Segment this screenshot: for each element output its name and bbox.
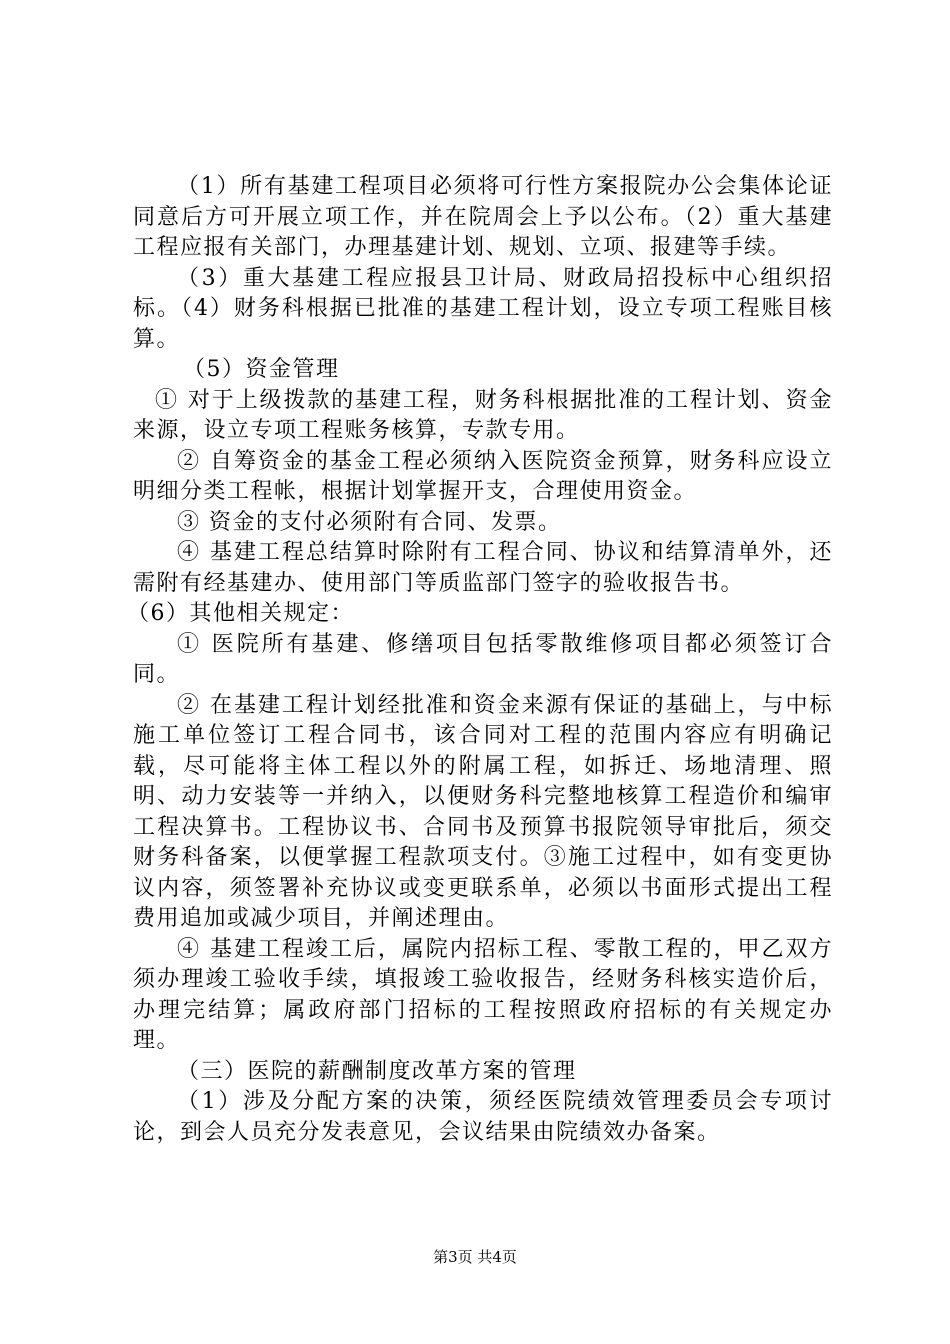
paragraph-11: ④ 基建工程竣工后，属院内招标工程、零散工程的，甲乙双方须办理竣工验收手续，填报竣工验收报告，经财务科核实造价后，办理完结算；属政府部门招标的工程按照政府招标的有关规定办理。	[133, 936, 833, 1053]
paragraph-1: （1）所有基建工程项目必须将可行性方案报院办公会集体论证同意后方可开展立项工作，并在院周会上予以公布。（2）重大基建工程应报有关部门，办理基建计划、规划、立项、报建等手续。	[133, 174, 833, 260]
paragraph-10: ② 在基建工程计划经批准和资金来源有保证的基础上，与中标施工单位签订工程合同书，该合同对工程的范围内容应有明确记载，尽可能将主体工程以外的附属工程，如拆迁、场地清理、照明、动力安装等一并纳入，以便财务科完整地核算工程造价和编审工程决算书。工程协议书、合同书及预算书报院领导审批后，须交财务科备案，以便掌握工程款项支付。③施工过程中，如有变更协议内容，须签署补充协议或变更联系单，必须以书面形式提出工程费用追加或减少项目，并阐述理由。	[133, 692, 833, 931]
page-footer: 第3页 共4页	[433, 1248, 517, 1266]
paragraph-5: ② 自筹资金的基金工程必须纳入医院资金预算，财务科应设立明细分类工程帐，根据计划掌握开支，合理使用资金。	[133, 448, 833, 504]
paragraph-3: （5）资金管理	[183, 357, 340, 382]
document-body	[127, 172, 833, 1148]
paragraph-6: ③ 资金的支付必须附有合同、发票。	[177, 509, 562, 535]
paragraph-13: （1）涉及分配方案的决策，须经医院绩效管理委员会专项讨论，到会人员充分发表意见，会议结果由院绩效办备案。	[133, 1089, 833, 1145]
paragraph-12: （三）医院的薪酬制度改革方案的管理	[177, 1058, 577, 1084]
paragraph-9: ① 医院所有基建、修缮项目包括零散维修项目都必须签订合同。	[133, 631, 833, 687]
paragraph-2: （3）重大基建工程应报县卫计局、财政局招投标中心组织招标。（4）财务科根据已批准的基建工程计划，设立专项工程账目核算。	[133, 265, 833, 352]
paragraph-7: ④ 基建工程总结算时除附有工程合同、协议和结算清单外，还需附有经基建办、使用部门等质监部门签字的验收报告书。	[133, 540, 833, 596]
paragraph-8: （6）其他相关规定：	[127, 601, 354, 626]
paragraph-4: ① 对于上级拨款的基建工程，财务科根据批准的工程计划、资金来源，设立专项工程账务核算，专款专用。	[133, 387, 833, 443]
